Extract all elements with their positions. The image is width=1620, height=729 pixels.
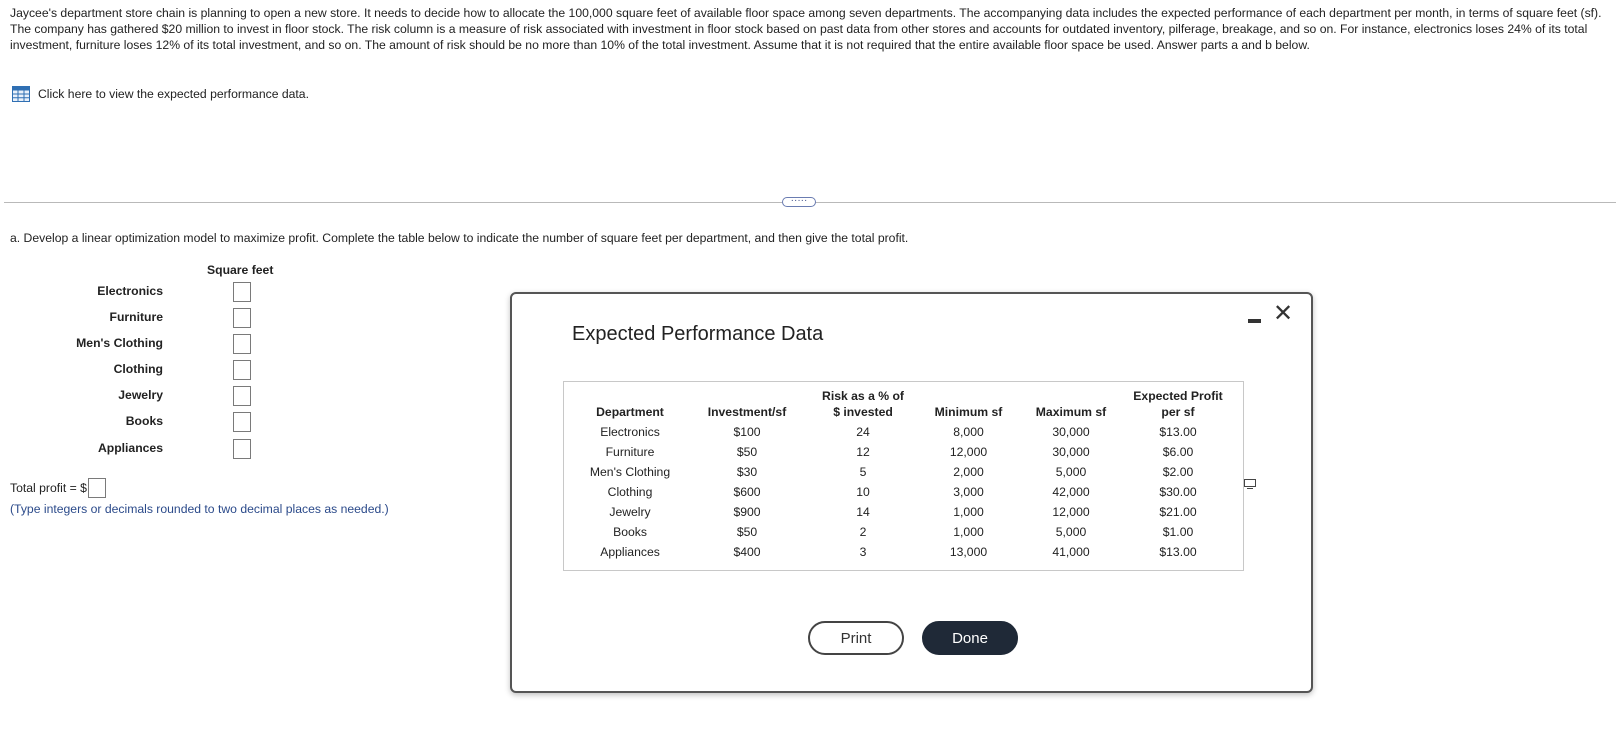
cell-max: 5,000 — [1055, 525, 1087, 539]
header-profit-line2: per sf — [1161, 405, 1195, 419]
cell-risk: 3 — [859, 545, 867, 559]
answer-row-clothing — [0, 360, 260, 382]
cell-investment: $50 — [736, 445, 758, 459]
cell-risk: 24 — [856, 425, 870, 439]
clothing-sqft-input[interactable] — [233, 360, 251, 380]
cell-max: 42,000 — [1052, 485, 1090, 499]
answer-row-electronics — [0, 282, 260, 304]
cell-investment: $600 — [733, 485, 761, 499]
table-row — [574, 542, 1233, 562]
cell-max: 30,000 — [1052, 425, 1090, 439]
answer-row-furniture — [0, 308, 260, 330]
total-profit-input[interactable] — [88, 478, 106, 498]
table-row — [574, 522, 1233, 542]
cell-min: 3,000 — [953, 485, 984, 499]
cell-min: 13,000 — [949, 545, 988, 559]
cell-profit: $13.00 — [1159, 425, 1197, 439]
cell-department: Clothing — [607, 485, 653, 499]
mens-clothing-sqft-input[interactable] — [233, 334, 251, 354]
total-profit-label: Total profit = $ — [10, 481, 87, 495]
cell-department: Appliances — [600, 545, 660, 559]
cell-investment: $100 — [733, 425, 761, 439]
header-risk — [808, 388, 918, 422]
cell-risk: 2 — [859, 525, 867, 539]
cell-investment: $30 — [736, 465, 758, 479]
square-feet-header: Square feet — [207, 263, 274, 277]
view-link-label: Click here to view the expected performance data. — [38, 87, 309, 101]
answer-row-books — [0, 412, 260, 434]
header-department: Department — [596, 405, 664, 419]
books-sqft-input[interactable] — [233, 412, 251, 432]
cell-profit: $30.00 — [1159, 485, 1197, 499]
dialog-title: Expected Performance Data — [572, 323, 824, 345]
answer-row-jewelry — [0, 386, 260, 408]
cell-min: 1,000 — [953, 505, 984, 519]
header-risk-line1: Risk as a % of — [822, 389, 904, 403]
cell-max: 30,000 — [1052, 445, 1090, 459]
cell-profit: $1.00 — [1162, 525, 1194, 539]
answer-row-appliances — [0, 439, 260, 461]
cell-risk: 5 — [859, 465, 867, 479]
appliances-sqft-input[interactable] — [233, 439, 251, 459]
cell-department: Jewelry — [609, 505, 651, 519]
performance-table-container — [563, 381, 1244, 571]
header-profit-line1: Expected Profit — [1133, 389, 1223, 403]
dept-label: Jewelry — [118, 388, 163, 402]
table-row — [574, 462, 1233, 482]
table-header-row — [574, 388, 1233, 422]
header-profit — [1123, 388, 1233, 422]
question-a: a. Develop a linear optimization model to maximize profit. Complete the table below to indicate the number of square feet per department, and then give the total profit. — [10, 231, 909, 245]
answer-row-mens-clothing — [0, 334, 260, 356]
header-investment: Investment/sf — [707, 405, 787, 419]
dept-label: Men's Clothing — [76, 336, 163, 350]
cell-risk: 14 — [856, 505, 870, 519]
cell-risk: 10 — [856, 485, 870, 499]
cell-department: Electronics — [600, 425, 660, 439]
header-max: Maximum sf — [1035, 405, 1107, 419]
cell-max: 12,000 — [1052, 505, 1090, 519]
header-min: Minimum sf — [934, 405, 1003, 419]
cell-department: Books — [613, 525, 647, 539]
cell-min: 8,000 — [953, 425, 984, 439]
cell-max: 41,000 — [1052, 545, 1090, 559]
jewelry-sqft-input[interactable] — [233, 386, 251, 406]
view-performance-data-link[interactable] — [12, 86, 309, 102]
table-row — [574, 502, 1233, 522]
input-hint: (Type integers or decimals rounded to two decimal places as needed.) — [10, 502, 389, 516]
cell-investment: $900 — [733, 505, 761, 519]
dept-label: Electronics — [97, 284, 163, 298]
cell-risk: 12 — [856, 445, 870, 459]
expand-button[interactable]: ····· — [782, 197, 816, 207]
cell-min: 1,000 — [953, 525, 984, 539]
table-row — [574, 442, 1233, 462]
dept-label: Clothing — [113, 362, 163, 376]
copy-icon[interactable] — [1244, 479, 1256, 489]
table-row — [574, 422, 1233, 442]
cell-investment: $400 — [733, 545, 761, 559]
table-row — [574, 482, 1233, 502]
furniture-sqft-input[interactable] — [233, 308, 251, 328]
cell-profit: $2.00 — [1162, 465, 1194, 479]
electronics-sqft-input[interactable] — [233, 282, 251, 302]
close-icon[interactable]: ✕ — [1272, 300, 1294, 327]
dept-label: Appliances — [97, 441, 163, 455]
dept-label: Furniture — [109, 310, 163, 324]
cell-department: Men's Clothing — [589, 465, 671, 479]
problem-statement: Jaycee's department store chain is planning to open a new store. It needs to decide how to allocate the 100,000 square feet of available floor space among seven departments. The accompanying data includes the expected performance of each department per month, in terms of square feet (sf). The company has gathered $20 million to invest in floor stock. The risk column is a measure of risk associated with investment in floor stock based on past data from other stores and accounts for outdated inventory, pilferage, breakage, and so on. For instance, electronics loses 24% of its total investment, furniture loses 12% of its total investment, and so on. The amount of risk should be no more than 10% of the total investment. Assume that it is not required that the entire available floor space be used. Answer parts a and b below. — [10, 6, 1602, 52]
cell-max: 5,000 — [1055, 465, 1087, 479]
total-profit-row — [10, 478, 106, 498]
cell-department: Furniture — [605, 445, 655, 459]
cell-min: 2,000 — [953, 465, 984, 479]
minimize-icon[interactable] — [1247, 308, 1263, 324]
table-icon — [12, 86, 30, 102]
cell-profit: $6.00 — [1162, 445, 1194, 459]
cell-profit: $21.00 — [1159, 505, 1197, 519]
performance-table — [574, 388, 1233, 562]
header-risk-line2: $ invested — [833, 405, 893, 419]
cell-profit: $13.00 — [1159, 545, 1197, 559]
cell-investment: $50 — [736, 525, 758, 539]
cell-min: 12,000 — [949, 445, 988, 459]
print-button[interactable]: Print — [808, 621, 904, 655]
performance-data-dialog — [510, 292, 1313, 693]
done-button[interactable]: Done — [922, 621, 1018, 655]
dept-label: Books — [125, 414, 163, 428]
